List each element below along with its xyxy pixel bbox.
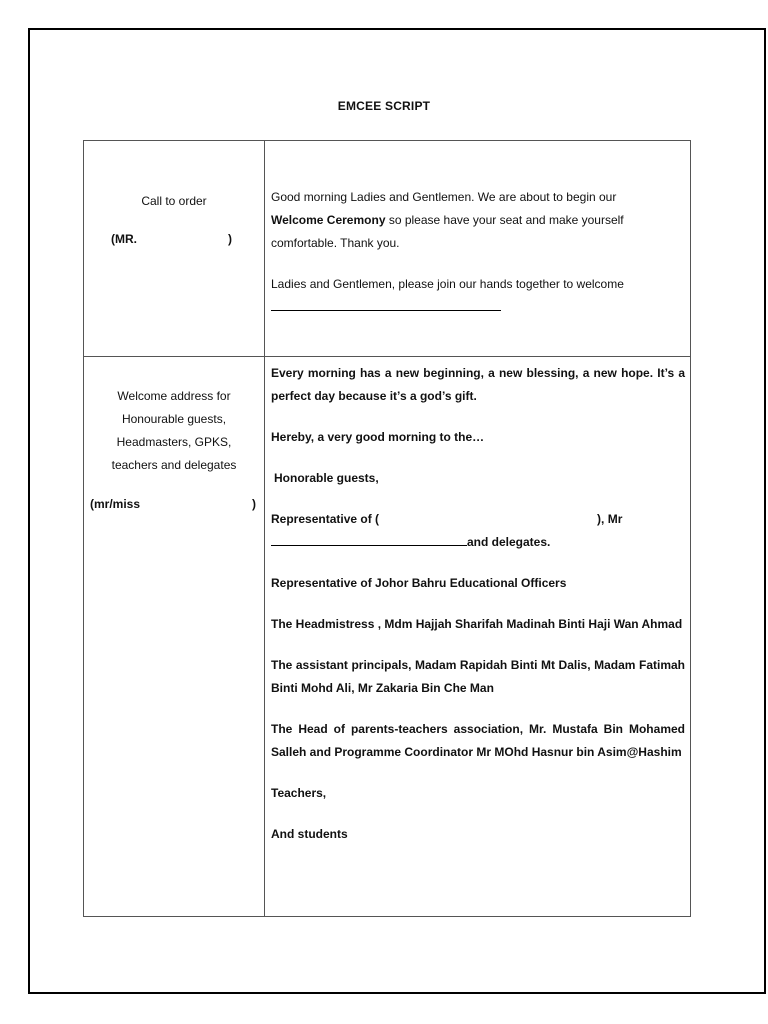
headmistress-line: The Headmistress , Mdm Hajjah Sharifah Madinah Binti Haji Wan Ahmad bbox=[271, 617, 683, 631]
role-cell-call-to-order bbox=[84, 190, 264, 251]
speaker-prefix: (mr/miss bbox=[90, 497, 141, 511]
role-label: Welcome address for bbox=[117, 389, 231, 403]
officers-line: Representative of Johor Bahru Educational Officers bbox=[271, 576, 567, 590]
teachers-line: Teachers, bbox=[271, 786, 327, 800]
honorable-guests-line: Honorable guests, bbox=[274, 471, 379, 485]
script-line: comfortable. Thank you. bbox=[271, 236, 400, 250]
role-label: Headmasters, GPKS, bbox=[116, 435, 232, 449]
speaker-suffix: ) bbox=[252, 497, 257, 511]
script-table bbox=[83, 140, 691, 917]
assistant-principals-line: The assistant principals, Madam Rapidah Binti Mt Dalis, Madam Fatimah Binti Mohd Ali, Mr Zakaria Bin Che Man bbox=[271, 658, 685, 695]
role-cell-welcome-address bbox=[84, 385, 264, 516]
speaker-placeholder bbox=[84, 493, 264, 516]
pta-line: The Head of parents-teachers association, Mr. Mustafa Bin Mohamed Salleh and Programme Coordinator Mr MOhd Hasnur bin Asim@Hashim bbox=[271, 722, 685, 759]
speaker-suffix: ) bbox=[228, 232, 232, 246]
fill-in-blank bbox=[271, 296, 686, 319]
role-label: teachers and delegates bbox=[111, 458, 237, 472]
delegates-line: and delegates. bbox=[271, 531, 685, 554]
script-line: Good morning Ladies and Gentlemen. We are about to begin our bbox=[271, 190, 617, 204]
script-cell-call-to-order bbox=[271, 186, 686, 319]
role-label: Honourable guests, bbox=[121, 412, 227, 426]
document-title: EMCEE SCRIPT bbox=[337, 99, 431, 113]
speaker-prefix: (MR. bbox=[111, 232, 137, 246]
script-line: Ladies and Gentlemen, please join our hands together to welcome bbox=[271, 277, 624, 291]
speaker-placeholder bbox=[84, 228, 264, 251]
representative-line: Representative of ( ), Mr bbox=[271, 512, 623, 526]
role-label: Call to order bbox=[141, 194, 207, 208]
script-cell-welcome-address bbox=[271, 362, 685, 846]
row-divider bbox=[84, 356, 690, 357]
opening-line: Every morning has a new beginning, a new blessing, a new hope. It’s a perfect day because it’s a god’s gift. bbox=[271, 366, 685, 403]
greeting-line: Hereby, a very good morning to the… bbox=[271, 430, 485, 444]
column-divider bbox=[264, 141, 265, 916]
students-line: And students bbox=[271, 827, 348, 841]
script-line: Welcome Ceremony so please have your seat and make yourself bbox=[271, 213, 624, 227]
event-name: Welcome Ceremony bbox=[271, 213, 386, 227]
